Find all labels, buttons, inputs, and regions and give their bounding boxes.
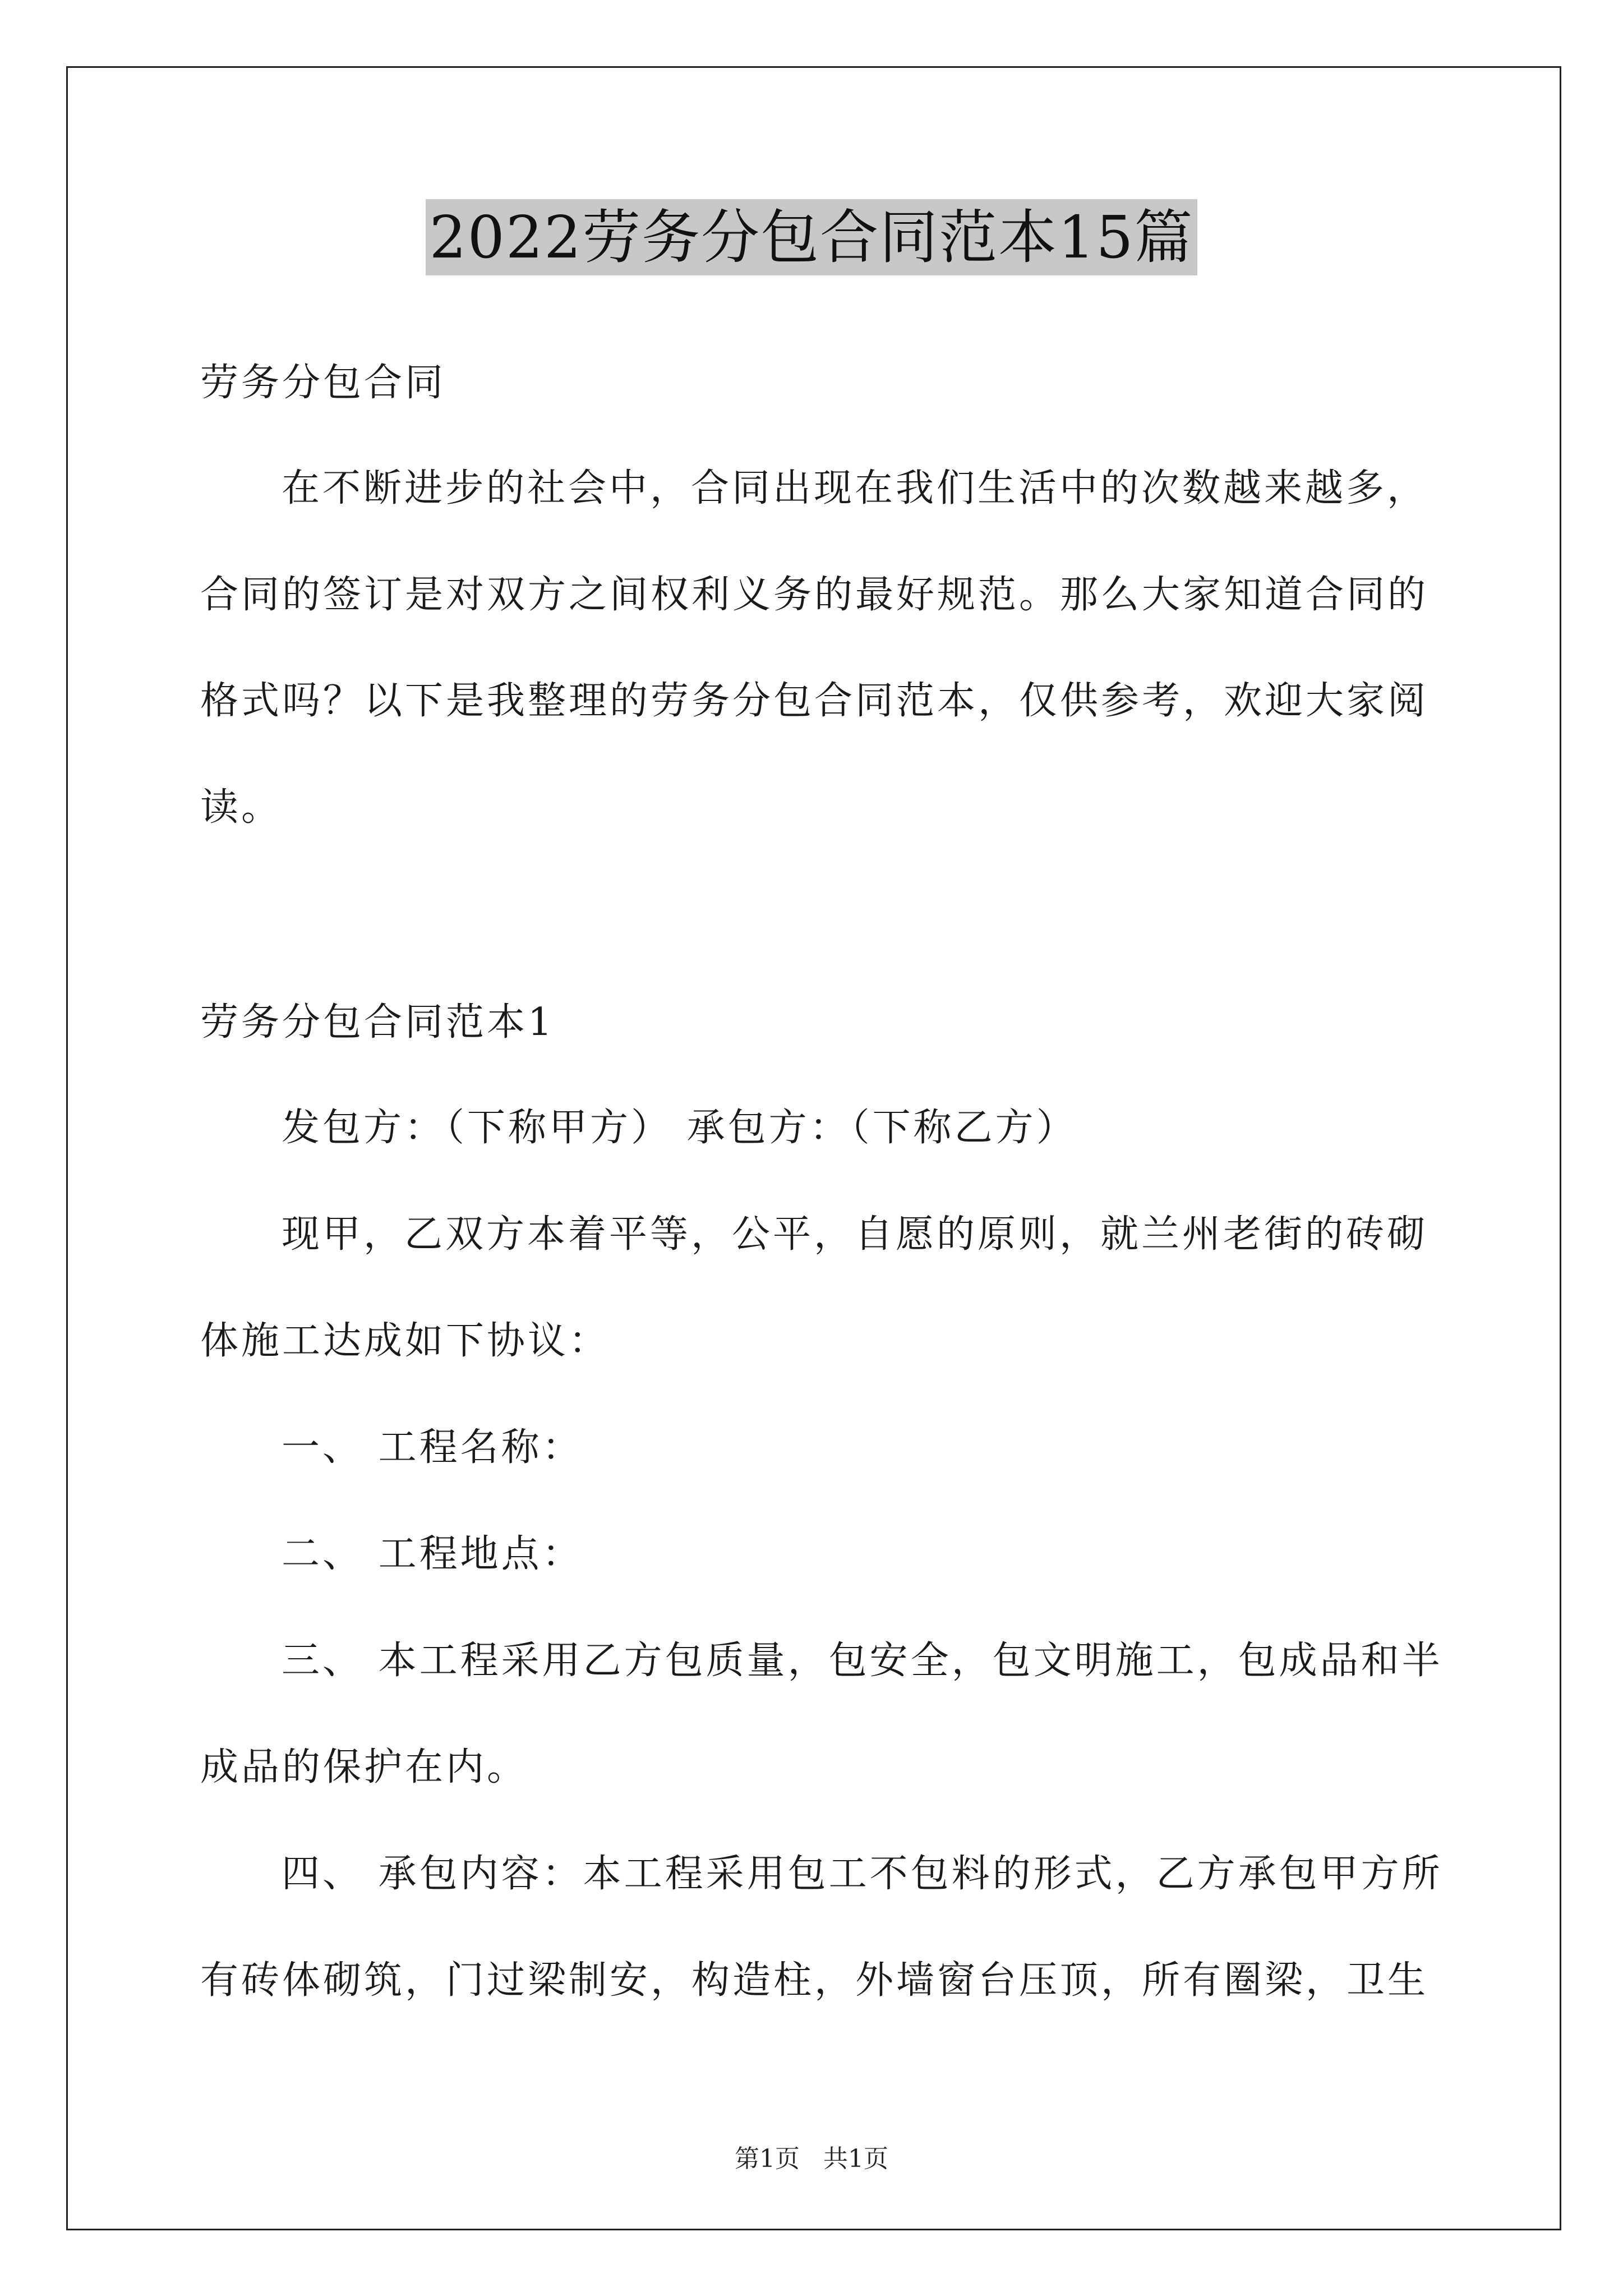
page-footer <box>0 2138 1623 2174</box>
document-title: 2022劳务分包合同范本15篇 <box>426 199 1197 275</box>
item-3-line-1: 三、 本工程采用乙方包质量，包安全，包文明施工，包成品和半 <box>282 1639 1443 1683</box>
intro-line-3: 格式吗？以下是我整理的劳务分包合同范本，仅供参考，欢迎大家阅 <box>200 679 1429 723</box>
item-2: 二、 工程地点： <box>282 1532 583 1576</box>
intro-line-1: 在不断进步的社会中，合同出现在我们生活中的次数越来越多， <box>282 466 1428 510</box>
page-total: 共1页 <box>823 2145 888 2173</box>
item-1: 一、 工程名称： <box>282 1425 583 1470</box>
item-3-line-2: 成品的保护在内。 <box>200 1745 528 1789</box>
intro-line-2: 合同的签订是对双方之间权利义务的最好规范。那么大家知道合同的 <box>200 573 1429 617</box>
item-4-line-1: 四、 承包内容：本工程采用包工不包料的形式，乙方承包甲方所 <box>282 1852 1443 1896</box>
item-4-line-2: 有砖体砌筑，门过梁制安，构造柱，外墙窗台压顶，所有圈梁，卫生 <box>200 1958 1429 2003</box>
page-current: 第1页 <box>735 2145 800 2173</box>
parties-line: 发包方：（下称甲方） 承包方：（下称乙方） <box>282 1106 1077 1150</box>
intro-line-4: 读。 <box>200 785 283 830</box>
agreement-line-2: 体施工达成如下协议： <box>200 1319 610 1363</box>
heading: 劳务分包合同 <box>200 361 446 405</box>
section-title: 劳务分包合同范本1 <box>200 1000 555 1045</box>
agreement-line-1: 现甲，乙双方本着平等，公平，自愿的原则，就兰州老街的砖砌 <box>282 1212 1428 1257</box>
title-container <box>0 199 1623 275</box>
